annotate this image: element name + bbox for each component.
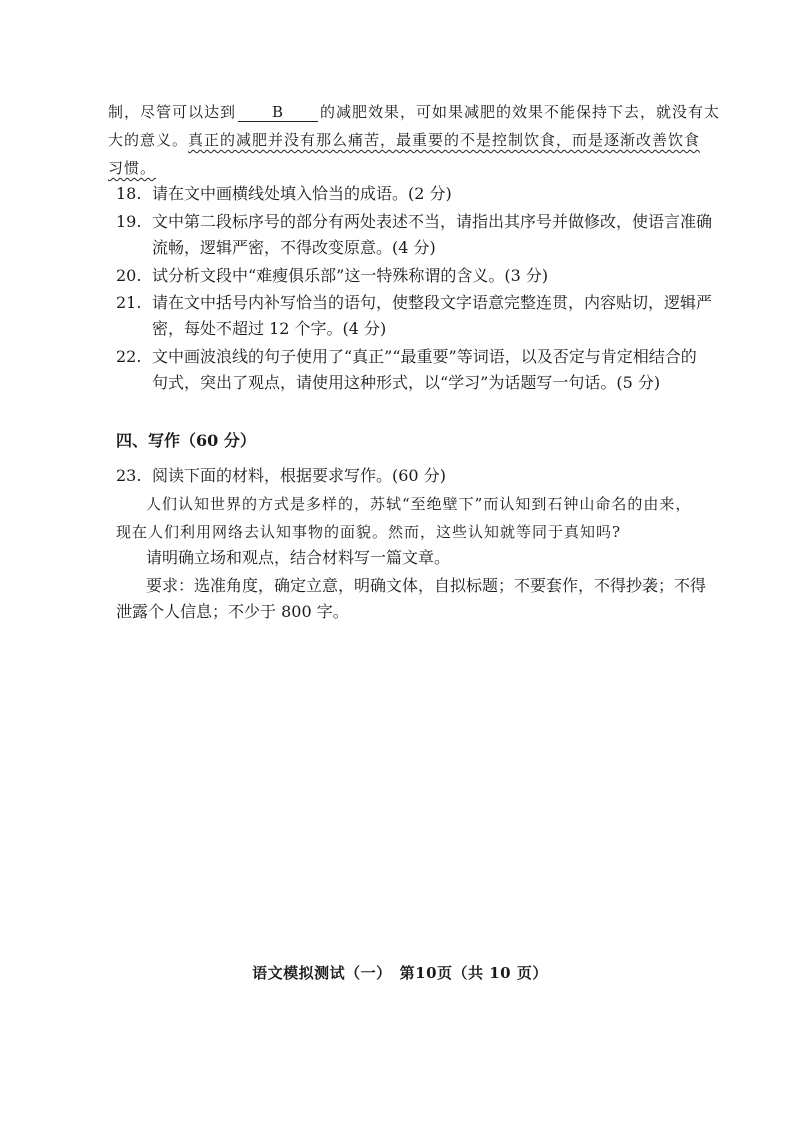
question-number: 20. (116, 266, 142, 285)
question-text: 阅读下面的材料，根据要求写作。(60 分) (152, 466, 446, 485)
writing-instruction: 请明确立场和观点，结合材料写一篇文章。 (146, 548, 451, 567)
writing-requirements-cont: 泄露个人信息；不少于 800 字。 (116, 602, 349, 621)
question-19 (116, 211, 712, 233)
question-21 (116, 292, 712, 314)
question-text: 句式，突出了观点，请使用这种形式，以“学习”为话题写一句话。(5 分) (152, 373, 661, 392)
question-text: 文中第二段标序号的部分有两处表述不当，请指出其序号并做修改，使语言准确 (152, 212, 713, 231)
passage-line-1 (108, 101, 720, 123)
question-text: 密，每处不超过 12 个字。(4 分) (152, 319, 387, 338)
question-23 (116, 465, 446, 487)
question-21-cont (152, 318, 386, 340)
fill-blank-b: B (238, 103, 318, 122)
passage-line-3 (108, 157, 156, 179)
material-line-1: 人们认知世界的方式是多样的，苏轼“至绝壁下”而认知到石钟山命名的由来， (146, 495, 692, 513)
question-number: 22. (116, 347, 142, 366)
question-22-cont (152, 372, 660, 394)
section-heading: 四、写作（60 分） (116, 431, 256, 450)
question-text: 试分析文段中“难瘦俱乐部”这一特殊称谓的含义。(3 分) (152, 266, 549, 285)
question-text: 文中画波浪线的句子使用了“真正”“最重要”等词语，以及否定与肯定相结合的 (152, 347, 697, 366)
question-number: 18. (116, 184, 142, 203)
question-text: 流畅，逻辑严密，不得改变原意。(4 分) (152, 238, 436, 257)
wavy-underlined-sentence: 习惯。 (108, 159, 157, 177)
question-number: 21. (116, 293, 142, 312)
passage-text: 大的意义。 (108, 131, 189, 149)
passage-text: 制，尽管可以达到 (108, 103, 237, 121)
page-footer: 语文模拟测试（一） 第10页（共 10 页） (252, 964, 548, 982)
question-20 (116, 265, 548, 287)
question-19-cont (152, 237, 436, 259)
question-number: 19. (116, 212, 142, 231)
passage-text: 的减肥效果，可如果减肥的效果不能保持下去，就没有太 (320, 103, 721, 121)
passage-line-2 (108, 129, 700, 151)
question-22 (116, 346, 697, 368)
question-text: 请在文中括号内补写恰当的语句，使整段文字语意完整连贯，内容贴切，逻辑严 (152, 293, 713, 312)
question-number: 23. (116, 466, 142, 485)
writing-requirements: 要求：选准角度，确定立意，明确文体，自拟标题；不要套作，不得抄袭；不得 (146, 576, 707, 595)
question-text: 请在文中画横线处填入恰当的成语。(2 分) (152, 184, 452, 203)
question-18 (116, 183, 452, 205)
material-line-2: 现在人们利用网络去认知事物的面貌。然而，这些认知就等同于真知吗? (116, 523, 622, 541)
wavy-underlined-sentence: 真正的减肥并没有那么痛苦，最重要的不是控制饮食，而是逐渐改善饮食 (188, 131, 701, 149)
